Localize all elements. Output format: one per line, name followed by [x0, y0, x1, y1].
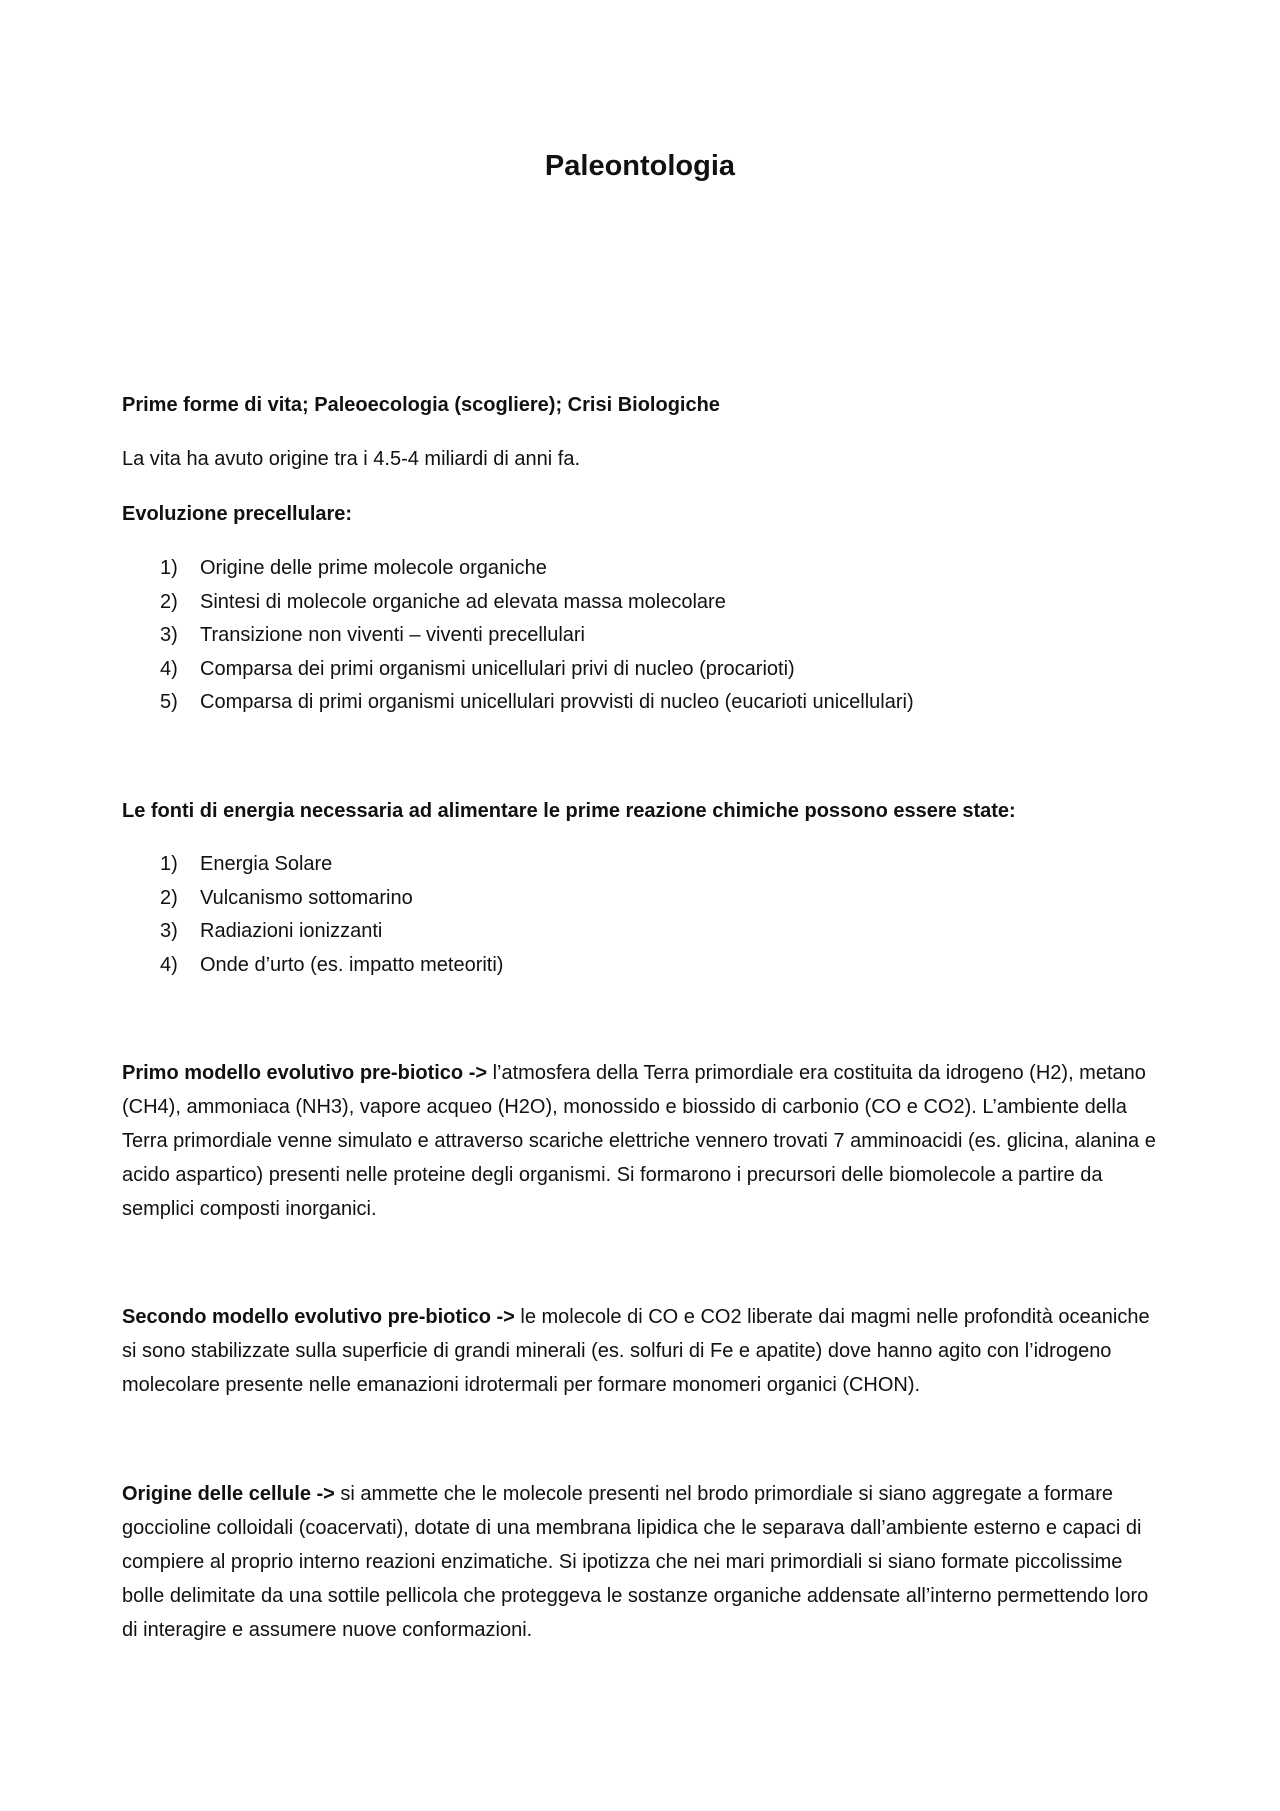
list-item [122, 686, 1162, 720]
model2-text: le molecole di CO e CO2 liberate dai magmi nelle profondità oceaniche si sono stabilizzate sulla superficie di grandi minerali (es. solfuri di Fe e apatite) dove hanno agito con l’idrogeno molecolare presente nelle emanazioni idrotermali per formare monomeri organici (CHON). [122, 1306, 1150, 1396]
list-text: Radiazioni ionizzanti [200, 920, 383, 942]
list-number: 2) [160, 886, 178, 909]
list-item [122, 653, 1162, 687]
model1-label: Primo modello evolutivo pre-biotico -> [122, 1062, 488, 1084]
precellular-heading: Evoluzione precellulare: [122, 503, 353, 525]
model2-paragraph [122, 1300, 1162, 1402]
list-number: 3) [160, 624, 178, 646]
energy-heading: Le fonti di energia necessaria ad alimentare le prime reazione chimiche possono essere state: [122, 800, 1016, 822]
energy-list [122, 848, 1162, 982]
list-text: Onde d’urto (es. impatto meteoriti) [200, 953, 504, 976]
precellular-list [122, 552, 1162, 720]
cells-paragraph [122, 1477, 1162, 1647]
cells-label: Origine delle cellule -> [122, 1483, 335, 1505]
model2-label: Secondo modello evolutivo pre-biotico -> [122, 1306, 515, 1328]
list-text: Origine delle prime molecole organiche [200, 557, 547, 579]
list-number: 4) [160, 657, 178, 680]
list-item [122, 882, 1162, 916]
list-item [122, 915, 1162, 949]
list-item [122, 848, 1162, 882]
model1-text: l’atmosfera della Terra primordiale era costituita da idrogeno (H2), metano (CH4), ammoniaca (NH3), vapore acqueo (H2O), monossido e biossido di carbonio (CO e CO2). L’ambiente della Terra primordiale venne simulato e attraverso scariche elettriche vennero trovati 7 amminoacidi (es. glicina, alanina e acido aspartico) presenti nelle proteine degli organismi. Si formarono i precursori delle biomolecole a partire da semplici composti inorganici. [122, 1062, 1156, 1220]
list-number: 4) [160, 953, 178, 976]
page-title: Paleontologia [544, 150, 736, 182]
list-number: 1) [160, 853, 178, 875]
intro-paragraph: La vita ha avuto origine tra i 4.5-4 miliardi di anni fa. [122, 448, 581, 470]
list-text: Vulcanismo sottomarino [200, 886, 413, 909]
list-text: Comparsa di primi organismi unicellulari provvisti di nucleo (eucarioti unicellulari) [200, 691, 914, 713]
list-item [122, 619, 1162, 653]
list-item [122, 586, 1162, 620]
list-item [122, 949, 1162, 983]
list-number: 5) [160, 691, 178, 713]
list-text: Comparsa dei primi organismi unicellulari privi di nucleo (procarioti) [200, 657, 795, 680]
list-text: Sintesi di molecole organiche ad elevata massa molecolare [200, 590, 726, 613]
list-number: 2) [160, 590, 178, 613]
list-number: 1) [160, 557, 178, 579]
list-text: Energia Solare [200, 853, 333, 875]
section-subtitle: Prime forme di vita; Paleoecologia (scogliere); Crisi Biologiche [122, 394, 720, 416]
list-text: Transizione non viventi – viventi precellulari [200, 624, 585, 646]
list-item [122, 552, 1162, 586]
cells-text: si ammette che le molecole presenti nel brodo primordiale si siano aggregate a formare goccioline colloidali (coacervati), dotate di una membrana lipidica che le separava dall’ambiente esterno e capaci di compiere al proprio interno reazioni enzimatiche. Si ipotizza che nei mari primordiali si siano formate piccolissime bolle delimitate da una sottile pellicola che proteggeva le sostanze organiche addensate all’interno permettendo loro di interagire e assumere nuove conformazioni. [122, 1483, 1149, 1641]
list-number: 3) [160, 920, 178, 942]
model1-paragraph [122, 1056, 1162, 1226]
